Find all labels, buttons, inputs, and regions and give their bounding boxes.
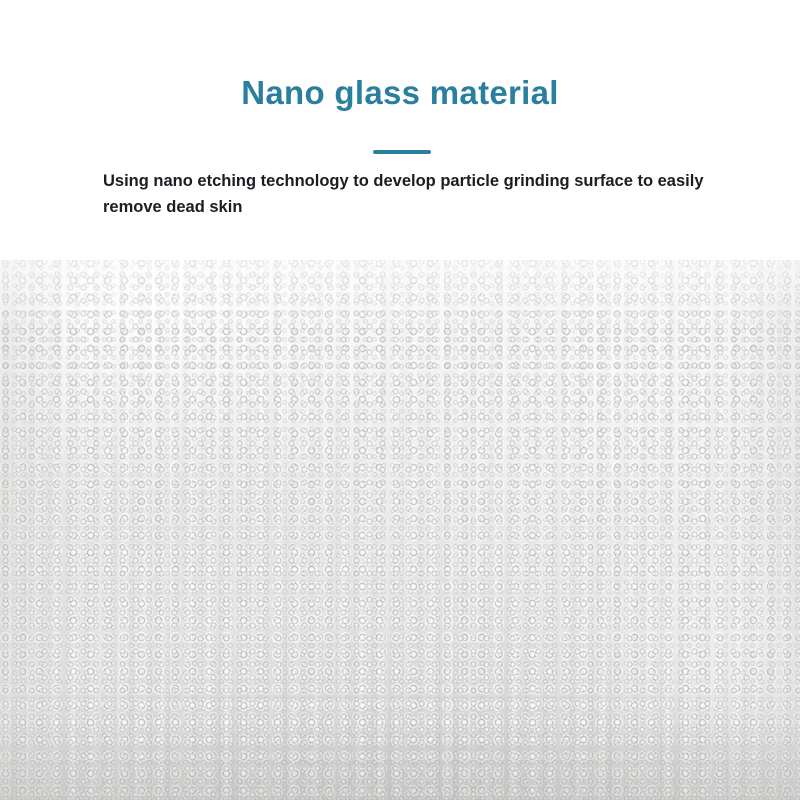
page-title: Nano glass material xyxy=(241,74,559,111)
granule-texture-layer-large xyxy=(0,258,800,800)
nano-glass-surface-photo xyxy=(0,258,800,800)
title-divider xyxy=(373,150,431,154)
surface-lighting xyxy=(0,258,800,800)
surface-vignette xyxy=(0,258,800,800)
granule-texture-layer-fine xyxy=(0,258,800,800)
page-subtitle: Using nano etching technology to develop particle grinding surface to easily remove dead skin xyxy=(103,172,704,216)
header-section xyxy=(0,0,800,258)
surface-streak-overlay xyxy=(0,258,800,800)
photo-top-edge-highlight xyxy=(0,258,800,260)
granule-texture-layer-medium xyxy=(0,258,800,800)
